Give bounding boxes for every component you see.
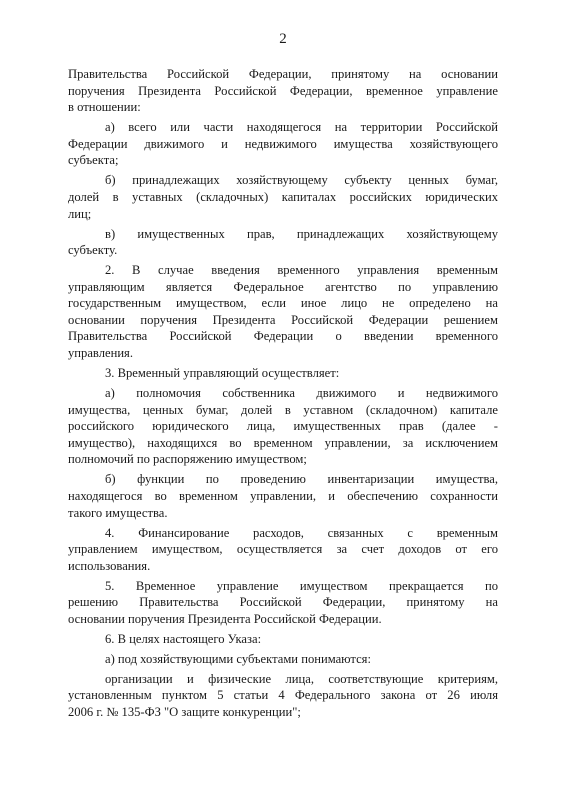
text-line: полномочий по распоряжению имуществом; xyxy=(68,452,307,467)
text-line: субъекта; xyxy=(68,153,119,168)
paragraph-clause-6 xyxy=(68,631,498,648)
text-line: 3. Временный управляющий осуществляет: xyxy=(105,366,340,381)
text-line: такого имущества. xyxy=(68,505,168,520)
paragraph-clause-4 xyxy=(68,525,498,575)
text-line: основании поручения Президента Российской Федерации. xyxy=(68,611,382,626)
paragraph-item-v xyxy=(68,226,498,259)
text-line: 6. В целях настоящего Указа: xyxy=(105,631,262,646)
text-line: а) полномочия собственника движимого и недвижимого xyxy=(105,386,498,401)
text-line: Правительства Российской Федерации о введении временного xyxy=(68,329,498,344)
text-line: основании поручения Президента Российской Федерации решением xyxy=(68,312,498,327)
text-line: поручения Президента Российской Федерации, временное управление xyxy=(68,83,498,98)
text-line: Правительства Российской Федерации, принятому на основании xyxy=(68,67,498,81)
text-line: решению Правительства Российской Федерации, принятому на xyxy=(68,595,498,610)
paragraph-clause-3 xyxy=(68,365,498,382)
paragraph-continuation xyxy=(68,66,498,116)
text-line: Федерации движимого и недвижимого имущества хозяйствующего xyxy=(68,136,498,151)
paragraph-clause-5 xyxy=(68,578,498,628)
text-line: управляющим является Федеральное агентство по управлению xyxy=(68,279,498,294)
paragraph-item-b xyxy=(68,172,498,222)
document-body xyxy=(68,66,498,724)
text-line: в) имущественных прав, принадлежащих хозяйствующему xyxy=(105,226,498,241)
paragraph-clause-6-item-a xyxy=(68,651,498,668)
text-line: долей в уставных (складочных) капиталах российских юридических xyxy=(68,189,498,204)
paragraph-organizations-definition xyxy=(68,671,498,721)
text-line: 5. Временное управление имуществом прекращается по xyxy=(105,578,498,593)
paragraph-clause-3-item-b xyxy=(68,471,498,521)
text-line: 4. Финансирование расходов, связанных с временным xyxy=(105,525,498,540)
text-line: находящегося во временном управлении, и обеспечению сохранности xyxy=(68,488,498,503)
text-line: организации и физические лица, соответствующие критериям, xyxy=(105,671,498,686)
paragraph-item-a xyxy=(68,119,498,169)
text-line: имущества, ценных бумаг, долей в уставном (складочном) капитале xyxy=(68,402,498,417)
text-line: лиц; xyxy=(68,206,92,221)
text-line: российского юридического лица, имущественных прав (далее - xyxy=(68,419,498,434)
text-line: государственным имуществом, если иное лицо не определено на xyxy=(68,296,498,311)
text-line: а) всего или части находящегося на территории Российской xyxy=(105,120,498,135)
text-line: имущество), находящихся во временном управлении, за исключением xyxy=(68,435,498,450)
text-line: б) принадлежащих хозяйствующему субъекту ценных бумаг, xyxy=(105,173,498,188)
text-line: субъекту. xyxy=(68,243,118,258)
text-line: в отношении: xyxy=(68,100,141,115)
text-line: а) под хозяйствующими субъектами понимаются: xyxy=(105,651,371,666)
text-line: установленным пунктом 5 статьи 4 Федерального закона от 26 июля xyxy=(68,688,498,703)
page-number: 2 xyxy=(279,31,287,47)
paragraph-clause-3-item-a xyxy=(68,385,498,468)
text-line: управлением имуществом, осуществляется за счет доходов от его xyxy=(68,542,498,557)
text-line: использования. xyxy=(68,558,151,573)
text-line: 2. В случае введения временного управления временным xyxy=(105,263,498,278)
text-line: б) функции по проведению инвентаризации имущества, xyxy=(105,472,498,487)
text-line: 2006 г. № 135-ФЗ "О защите конкуренции"; xyxy=(68,705,301,720)
text-line: управления. xyxy=(68,346,133,361)
paragraph-clause-2 xyxy=(68,262,498,362)
